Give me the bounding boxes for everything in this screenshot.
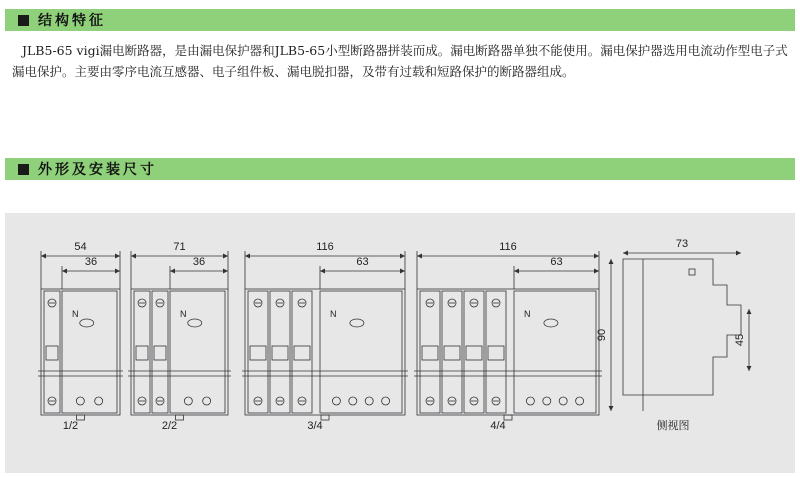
- breaker-handle: [46, 346, 58, 360]
- dimension-arrowhead: [223, 269, 228, 274]
- dimension-label: 71: [173, 241, 186, 253]
- view-caption: 2/2: [161, 420, 178, 432]
- breaker-assembly: [245, 289, 405, 415]
- n-marker: N: [524, 309, 531, 319]
- dimension-arrowhead: [594, 269, 599, 274]
- terminal-screw: [365, 397, 373, 405]
- section-title: 结构特征: [38, 13, 106, 29]
- terminal-screw: [576, 397, 584, 405]
- breaker-pole: [270, 291, 290, 413]
- rcd-module: [170, 291, 225, 413]
- breaker-handle: [422, 346, 438, 360]
- terminal-screw: [543, 397, 551, 405]
- dimension-arrowhead: [417, 254, 422, 259]
- dimension-label: 63: [356, 256, 369, 268]
- n-marker: N: [72, 309, 79, 319]
- breaker-pole: [464, 291, 484, 413]
- breaker-pole: [248, 291, 268, 413]
- terminal-screw: [76, 397, 84, 405]
- dimension-arrowhead: [400, 269, 405, 274]
- dimension-arrowhead: [400, 254, 405, 259]
- dimension-drawing: [5, 213, 795, 473]
- terminal-screw: [332, 397, 340, 405]
- square-bullet-icon: [18, 164, 29, 175]
- dimension-arrowhead: [245, 254, 250, 259]
- terminal-screw: [382, 397, 390, 405]
- dimension-label: 54: [74, 241, 87, 253]
- dimension-label: 90: [596, 328, 608, 342]
- breaker-pole: [442, 291, 462, 413]
- terminal-screw: [184, 397, 192, 405]
- square-bullet-icon: [18, 15, 29, 26]
- side-view-outline: [623, 259, 741, 395]
- breaker-handle: [136, 346, 148, 360]
- test-button: [80, 319, 94, 327]
- test-button: [350, 319, 364, 327]
- dimension-arrowhead: [170, 269, 175, 274]
- breaker-handle: [466, 346, 482, 360]
- dimension-arrowhead: [41, 254, 46, 259]
- view-caption: 1/2: [62, 420, 79, 432]
- terminal-screw: [95, 397, 103, 405]
- dimension-arrowhead: [62, 269, 67, 274]
- n-marker: N: [180, 309, 187, 319]
- breaker-assembly: [131, 289, 228, 415]
- dimension-arrowhead: [223, 254, 228, 259]
- dimension-arrowhead: [747, 366, 752, 371]
- dimension-label: 36: [192, 256, 206, 268]
- side-view-detail: [689, 269, 695, 275]
- breaker-handle: [154, 346, 166, 360]
- dimension-label: 36: [84, 256, 98, 268]
- rcd-module: [62, 291, 117, 413]
- dimension-arrowhead: [131, 254, 136, 259]
- terminal-screw: [526, 397, 534, 405]
- breaker-handle: [250, 346, 266, 360]
- dimension-arrowhead: [514, 269, 519, 274]
- view-caption: 侧视图: [656, 420, 690, 432]
- dimension-arrowhead: [609, 406, 614, 411]
- section-header-dimensions: [5, 158, 795, 180]
- dimension-arrowhead: [623, 251, 628, 256]
- n-marker: N: [330, 309, 337, 319]
- terminal-screw: [559, 397, 567, 405]
- breaker-handle: [444, 346, 460, 360]
- drawing-panel: [5, 213, 795, 473]
- dimension-label: 45: [734, 333, 746, 347]
- dimension-label: 116: [499, 241, 517, 253]
- test-button: [544, 319, 558, 327]
- section-header-structure: [5, 9, 795, 31]
- dimension-arrowhead: [736, 251, 741, 256]
- description-paragraph: JLB5-65 vigi漏电断路器，是由漏电保护器和JLB5-65小型断路器拼装而成。漏电断路器单独不能使用。漏电保护器选用电流动作型电子式漏电保护。主要由零序电流互感器、电子组件板、漏电脱扣器，及带有过载和短路保护的断路器组成。: [12, 43, 788, 79]
- dimension-arrowhead: [609, 259, 614, 264]
- breaker-assembly: [41, 289, 120, 415]
- dimension-label: 116: [316, 241, 334, 253]
- dimension-arrowhead: [115, 254, 120, 259]
- breaker-pole: [420, 291, 440, 413]
- view-caption: 3/4: [307, 420, 323, 432]
- dimension-arrowhead: [594, 254, 599, 259]
- section-title: 外形及安装尺寸: [38, 162, 157, 178]
- breaker-handle: [488, 346, 504, 360]
- breaker-pole: [44, 291, 60, 413]
- dimension-arrowhead: [115, 269, 120, 274]
- test-button: [188, 319, 202, 327]
- dimension-arrowhead: [320, 269, 325, 274]
- dimension-label: 73: [675, 238, 689, 250]
- breaker-handle: [294, 346, 310, 360]
- breaker-pole: [486, 291, 506, 413]
- breaker-pole: [292, 291, 312, 413]
- view-caption: 4/4: [490, 420, 506, 432]
- terminal-screw: [203, 397, 211, 405]
- dimension-arrowhead: [747, 309, 752, 314]
- breaker-handle: [272, 346, 288, 360]
- dimension-label: 63: [550, 256, 563, 268]
- terminal-screw: [349, 397, 357, 405]
